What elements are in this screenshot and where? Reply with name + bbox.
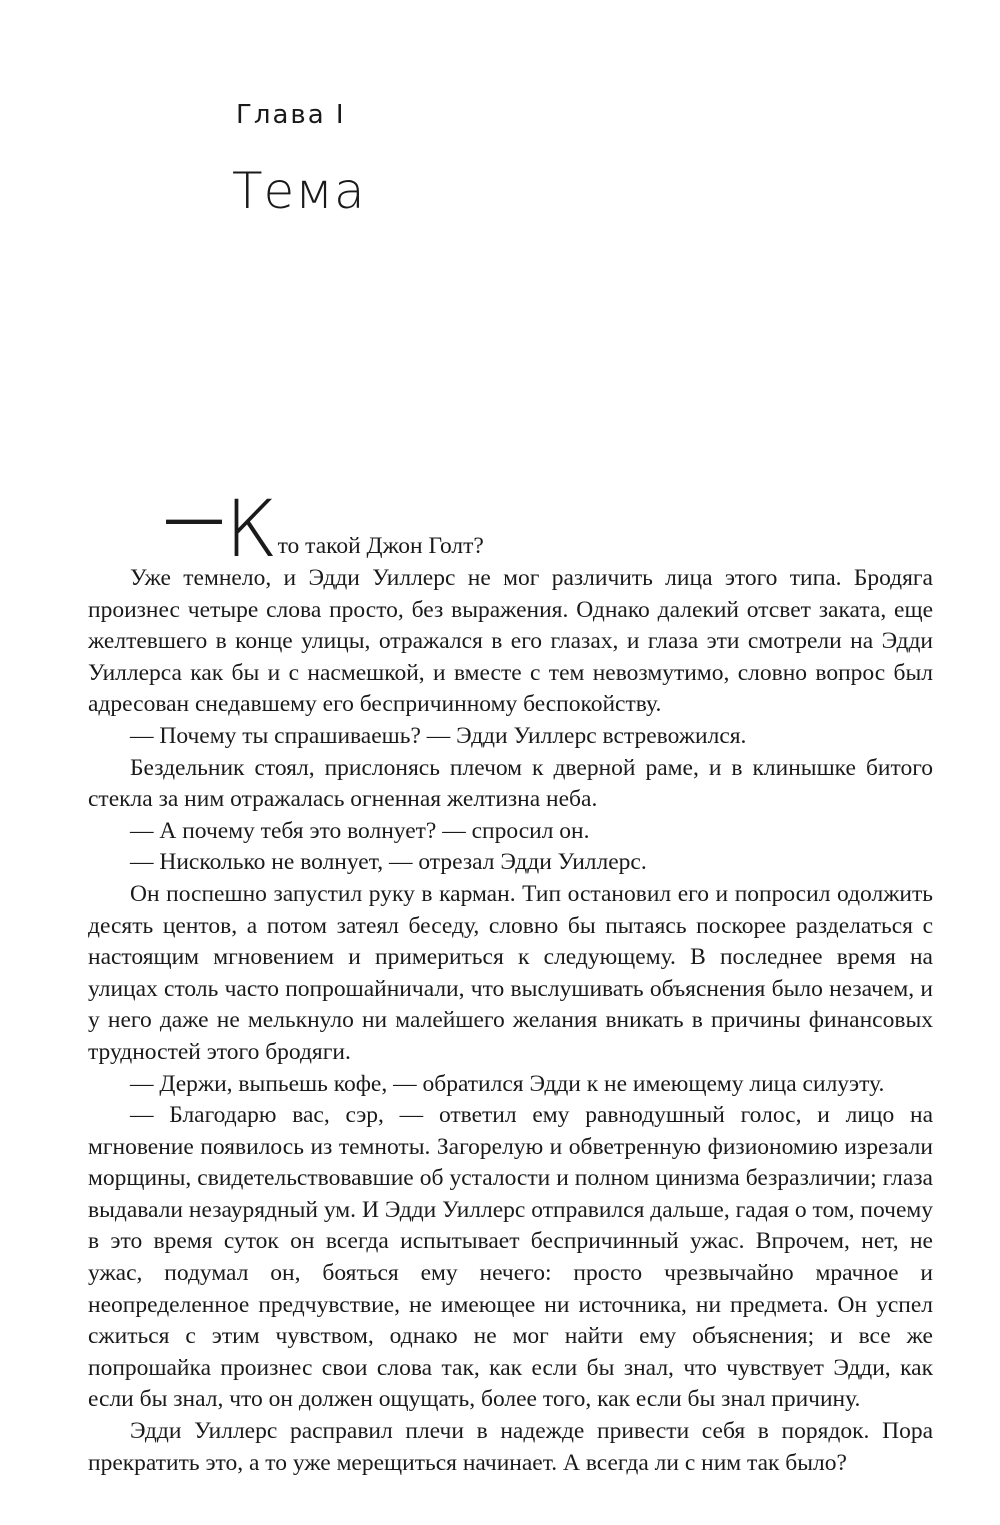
chapter-label: Глава I — [236, 100, 346, 130]
chapter-title: Тема — [232, 162, 366, 220]
body-text — [88, 481, 933, 1479]
paragraph: — Почему ты спрашиваешь? — Эдди Уиллерс встревожился. — [130, 722, 747, 749]
paragraph: — Держи, выпьешь кофе, — обратился Эдди к не имеющему лица силуэту. — [130, 1070, 885, 1097]
paragraph: — Нисколько не волнует, — отрезал Эдди Уиллерс. — [130, 849, 647, 876]
opening-line — [163, 481, 933, 575]
paragraph: Он поспешно запустил руку в карман. Тип остановил его и попросил одолжить десять центов, а потом затеял беседу, словно бы пытаясь поскорее разделаться с настоящим мгновением и примериться к следующему. В последнее время на улицах столь часто попрошайничали, что выслушивать объяснения было незачем, и у него даже не мелькнуло ни малейшего желания вникать в причины финансовых трудностей этого бродяги. — [88, 880, 933, 1065]
opening-dash: — — [163, 481, 225, 554]
paragraph: — Благодарю вас, сэр, — ответил ему равнодушный голос, и лицо на мгновение появилось из темноты. Загорелую и обветренную физиономию изрезали морщины, свидетельствовавшие об усталости и полном цинизма безразличии; глаза выдавали незаурядный ум. И Эдди Уиллерс отправился дальше, гадая о том, почему в это время суток он всегда испытывает беспричинный ужас. Впрочем, нет, не ужас, подумал он, бояться ему нечего: просто чрезвычайно мрачное и неопределенное предчувствие, не имеющее ни источника, ни предмета. Он успел сжиться с этим чувством, однако не мог найти ему объяснения; и все же попрошайка произнес свои слова так, как если бы знал, что чувствует Эдди, как если бы знал, что он должен ощущать, более того, как если бы знал причину. — [88, 1102, 933, 1413]
drop-cap: К — [225, 485, 278, 575]
paragraph: — А почему тебя это волнует? — спросил он. — [130, 817, 590, 844]
paragraph: Бездельник стоял, прислонясь плечом к дверной раме, и в клинышке битого стекла за ним отражалась огненная желтизна неба. — [88, 754, 933, 813]
opening-rest: то такой Джон Голт? — [277, 533, 484, 560]
paragraph: Эдди Уиллерс расправил плечи в надежде привести себя в порядок. Пора прекратить это, а то уже мерещиться начинает. А всегда ли с ним так было? — [88, 1418, 933, 1476]
paragraph: Уже темнело, и Эдди Уиллерс не мог различить лица этого типа. Бродяга произнес четыре слова просто, без выражения. Однако далекий отсвет заката, еще желтевшего в конце улицы, отражался в его глазах, и глаза эти смотрели на Эдди Уиллерса как бы и с насмешкой, и вместе с тем невозмутимо, словно вопрос был адресован снедавшему его беспричинному беспокойству. — [88, 565, 933, 718]
